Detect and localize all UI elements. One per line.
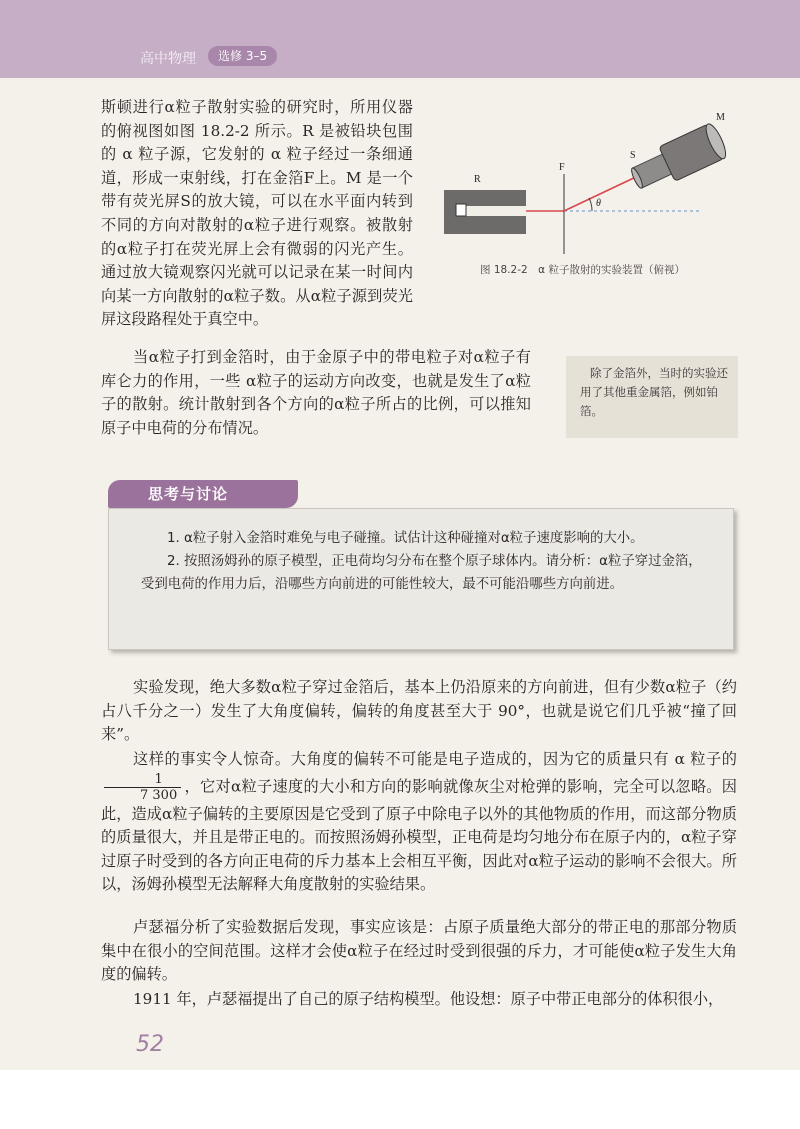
- theta-arc: [589, 198, 592, 211]
- side-note: 除了金箔外，当时的实验还用了其他重金属箔，例如铂箔。: [566, 356, 738, 438]
- discussion-box: [108, 508, 734, 650]
- page-number: 52: [136, 1032, 164, 1057]
- microscope-M: [626, 122, 729, 197]
- paragraph-scattering: 当α粒子打到金箔时，由于金原子中的带电粒子对α粒子有库仑力的作用，一些 α粒子的运动方向改变，也就是发生了α粒子的散射。统计散射到各个方向的α粒子所占的比例，可以推知原子中电荷的分布情况。: [101, 348, 531, 437]
- paragraph-findings: 实验发现，绝大多数α粒子穿过金箔后，基本上仍沿原来的方向前进，但有少数α粒子（约占八千分之一）发生了大角度偏转，偏转的角度甚至大于 90°，也就是说它们几乎被“撞了回来”。: [101, 678, 737, 744]
- discussion-question-2: 2. 按照汤姆孙的原子模型，正电荷均匀分布在整个原子球体内。请分析：α粒子穿过金箔，受到电荷的作用力后，沿哪些方向前进的可能性较大，最不可能沿哪些方向前进。: [141, 554, 702, 592]
- figure-caption: 图 18.2-2 α 粒子散射的实验装置（俯视）: [480, 264, 685, 276]
- discussion-question-1: 1. α粒子射入金箔时难免与电子碰撞。试估计这种碰撞对α粒子速度影响的大小。: [167, 531, 644, 546]
- fraction-numerator: 1: [104, 772, 181, 788]
- series-title: 高中物理: [140, 51, 196, 67]
- header-band: [0, 0, 800, 78]
- page-bottom-margin: [0, 1070, 800, 1129]
- analysis-text-end: ，它对α粒子速度的大小和方向的影响就像灰尘对枪弹的影响，完全可以忽略。因此，造成α粒子偏转的主要原因是它受到了原子中除电子以外的其他物质的作用，而这部分物质的质量很大，并且是带正电的。而按照汤姆孙模型，正电荷是均匀地分布在原子内的，α粒子穿过原子时受到的各方向正电荷的斥力基本上会相互平衡，因此对α粒子运动的影响不会很大。所以，汤姆孙模型无法解释大角度散射的实验结果。: [101, 777, 737, 894]
- mass-ratio-fraction: [104, 772, 181, 803]
- paragraph-rutherford-analysis: 卢瑟福分析了实验数据后发现，事实应该是：占原子质量绝大部分的带正电的那部分物质集中在很小的空间范围。这样才会使α粒子在经过时受到很强的斥力，才可能使α粒子发生大角度的偏转。: [101, 918, 737, 984]
- source-channel: [458, 206, 526, 216]
- analysis-text-start: 这样的事实令人惊奇。大角度的偏转不可能是电子造成的，因为它的质量只有 α 粒子的: [133, 750, 737, 768]
- fraction-denominator: 7 300: [140, 787, 178, 803]
- paragraph-experiment-setup: 斯顿进行α粒子散射实验的研究时，所用仪器的俯视图如图 18.2-2 所示。R 是被铅块包围的 α 粒子源，它发射的 α 粒子经过一条细通道，形成一束射线，打在金箔F上。M 是一个带有荧光屏S的放大镜，可以在水平面内转到不同的方向对散射的α粒子进行观察。被散射的α粒子打在荧光屏上会有微弱的闪光产生。通过放大镜观察闪光就可以记录在某一时间内向某一方向散射的α粒子数。从α粒子源到荧光屏这段路程处于真空中。: [101, 98, 413, 329]
- label-M: M: [716, 112, 725, 123]
- paragraph-rutherford-model: 1911 年，卢瑟福提出了自己的原子结构模型。他设想：原子中带正电部分的体积很小，: [133, 990, 724, 1008]
- label-R: R: [474, 174, 481, 185]
- scattering-apparatus-figure: [430, 108, 730, 288]
- paragraph-analysis: [101, 748, 737, 897]
- discussion-title: 思考与讨论: [108, 480, 298, 508]
- scattered-beam: [564, 176, 638, 211]
- source-R: [456, 204, 466, 216]
- label-F: F: [559, 162, 565, 173]
- label-S: S: [630, 150, 636, 161]
- volume-badge: 选修 3–5: [208, 46, 277, 66]
- label-theta: θ: [596, 198, 601, 209]
